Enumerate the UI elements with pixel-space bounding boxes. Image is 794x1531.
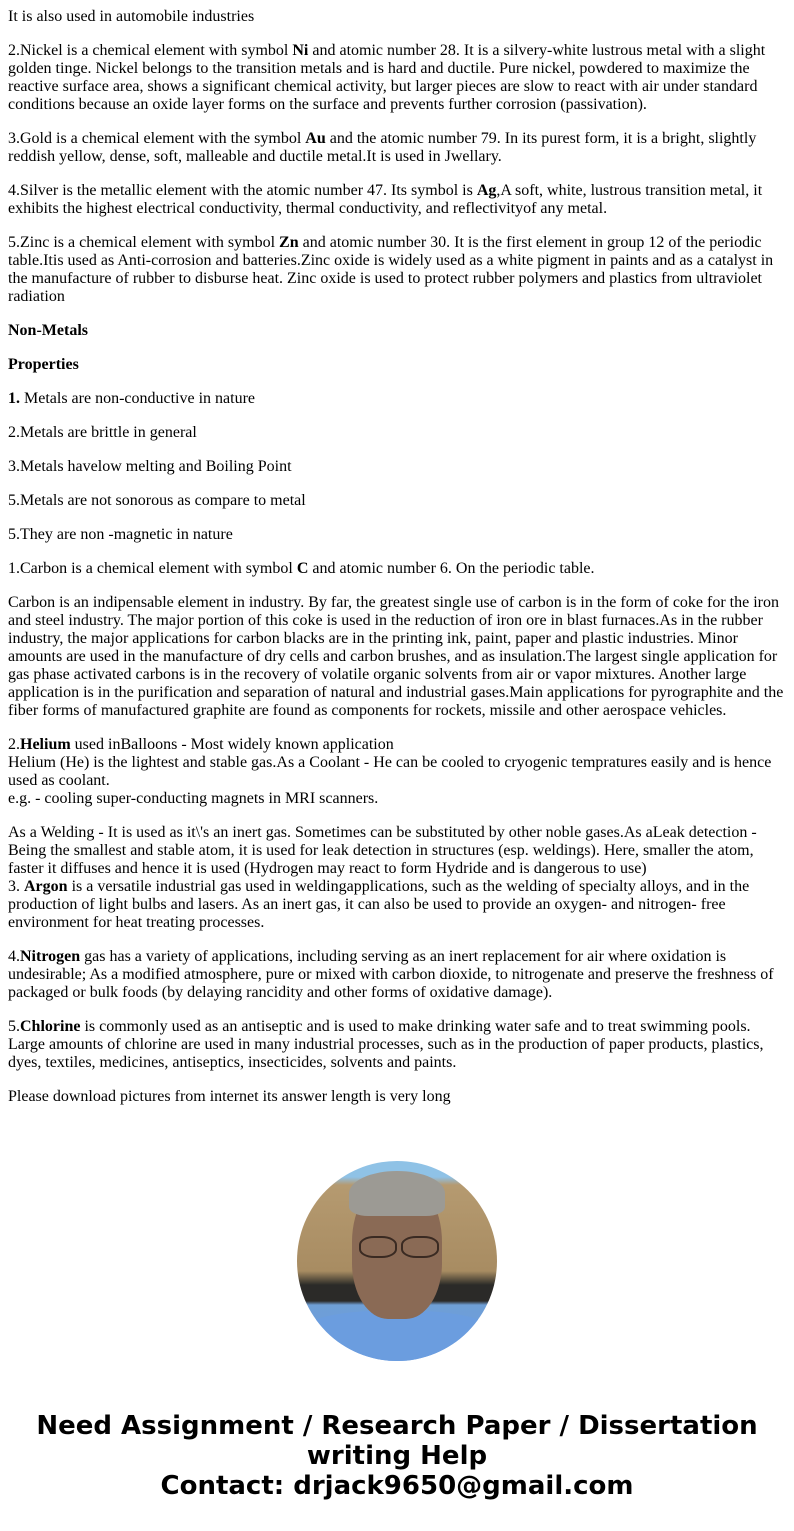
text-segment: 3. (8, 878, 24, 895)
bold-text: Non-Metals (8, 322, 88, 339)
text-segment: 4. (8, 948, 20, 965)
text-segment: Carbon is an indipensable element in industry. By far, the greatest single use of carbon is in the form of coke for the iron and steel industry. The major portion of this coke is used in the reduction of iron ore in blast furnaces.As in the rubber industry, the major applications for carbon blacks are in the printing ink, paint, paper and plastic industries. Minor amounts are used in the manufacture of dry cells and carbon brushes, and as insulation.The largest single application for gas phase activated carbons is in the recovery of volatile organic solvents from air or vapor mixtures. Another large application is in the purification and separation of natural and industrial gases.Main applications for pyrographite and the fiber forms of manufactured graphite are found as components for rockets, missile and other aerospace vehicles. (8, 594, 784, 719)
paragraph (8, 322, 786, 340)
bold-text: Argon (24, 878, 68, 895)
answer-document (8, 8, 786, 1106)
text-segment: Please download pictures from internet its answer length is very long (8, 1088, 451, 1105)
author-photo (297, 1161, 497, 1361)
paragraph (8, 824, 786, 932)
text-segment: 4.Silver is the metallic element with the atomic number 47. Its symbol is (8, 182, 477, 199)
paragraph (8, 390, 786, 408)
text-segment: 3.Gold is a chemical element with the symbol (8, 130, 306, 147)
paragraph (8, 594, 786, 720)
text-segment: and atomic number 30. It is the first element in group 12 of the periodic table.Itis used as Anti-corrosion and batteries.Zinc oxide is widely used as a white pigment in paints and as a catalyst in the manufacture of rubber to disburse heat. Zinc oxide is used to protect rubber polymers and plastics from ultraviolet radiation (8, 234, 774, 305)
text-segment: 5.They are non -magnetic in nature (8, 526, 233, 543)
text-segment: Helium (He) is the lightest and stable gas.As a Coolant - He can be cooled to cryogenic tempratures easily and is hence used as coolant. (8, 754, 772, 789)
text-segment: is commonly used as an antiseptic and is used to make drinking water safe and to treat swimming pools. Large amounts of chlorine are used in many industrial processes, such as in the production of paper products, plastics, dyes, textiles, medicines, antiseptics, insecticides, solvents and paints. (8, 1018, 764, 1071)
bold-text: Helium (20, 736, 71, 753)
text-segment: 5.Zinc is a chemical element with symbol (8, 234, 280, 251)
bold-text: Zn (279, 234, 299, 251)
text-segment: 5.Metals are not sonorous as compare to metal (8, 492, 306, 509)
text-segment: 2. (8, 736, 20, 753)
text-segment: is a versatile industrial gas used in weldingapplications, such as the welding of specialty alloys, and in the production of light bulbs and lasers. As an inert gas, it can also be used to provide an oxygen- and nitrogen- free environment for heat treating processes. (8, 878, 750, 931)
text-segment: 2.Metals are brittle in general (8, 424, 197, 441)
bold-text: 1. (8, 390, 20, 407)
text-segment: and atomic number 28. It is a silvery-white lustrous metal with a slight golden tinge. Nickel belongs to the transition metals and is hard and ductile. Pure nickel, powdered to maximize the reactive surface area, shows a significant chemical activity, but larger pieces are slow to react with air under standard conditions because an oxide layer forms on the surface and prevents further corrosion (passivation). (8, 42, 766, 113)
paragraph (8, 356, 786, 374)
paragraph (8, 42, 786, 114)
cta-contact-email: Contact: drjack9650@gmail.com (160, 1471, 634, 1501)
bold-text: Nitrogen (20, 948, 81, 965)
text-segment: and atomic number 6. On the periodic table. (308, 560, 595, 577)
paragraph (8, 234, 786, 306)
paragraph (8, 458, 786, 476)
text-segment: 3.Metals havelow melting and Boiling Point (8, 458, 292, 475)
text-segment: It is also used in automobile industries (8, 8, 255, 25)
bold-text: C (296, 560, 309, 577)
text-segment: used inBalloons - Most widely known application (70, 736, 394, 753)
bold-text: Ni (292, 42, 309, 59)
paragraph (8, 492, 786, 510)
bold-text: Chlorine (20, 1018, 81, 1035)
text-segment: 1.Carbon is a chemical element with symbol (8, 560, 297, 577)
text-segment: Metals are non-conductive in nature (20, 390, 256, 407)
paragraph (8, 948, 786, 1002)
text-segment: gas has a variety of applications, including serving as an inert replacement for air where oxidation is undesirable; As a modified atmosphere, pure or mixed with carbon dioxide, to nitrogenate and preserve the freshness of packaged or bulk foods (by delaying rancidity and other forms of oxidative damage). (8, 948, 774, 1001)
bold-text: Properties (8, 356, 79, 373)
bold-text: Ag (476, 182, 497, 199)
paragraph (8, 130, 786, 166)
paragraph (8, 526, 786, 544)
paragraph (8, 1088, 786, 1106)
paragraph (8, 736, 786, 808)
text-segment: As a Welding - It is used as it\'s an inert gas. Sometimes can be substituted by other noble gases.As aLeak detection - Being the smallest and stable atom, it is used for leak detection in structures (esp. weldings). Here, smaller the atom, faster it diffuses and hence it is used (Hydrogen may react to form Hydride and is dangerous to use) (8, 824, 757, 877)
bold-text: Au (305, 130, 326, 147)
text-segment: 2.Nickel is a chemical element with symbol (8, 42, 293, 59)
paragraph (8, 182, 786, 218)
text-segment: ,A soft, white, lustrous transition metal, it exhibits the highest electrical conductivity, thermal conductivity, and reflectivityof any metal. (8, 182, 763, 217)
text-segment: e.g. - cooling super-conducting magnets in MRI scanners. (8, 790, 379, 807)
cta-headline: Need Assignment / Research Paper / Dissertation writing Help (36, 1411, 758, 1471)
text-segment: and the atomic number 79. In its purest form, it is a bright, slightly reddish yellow, dense, soft, malleable and ductile metal.It is used in Jwellary. (8, 130, 757, 165)
paragraph (8, 560, 786, 578)
contact-banner (0, 1411, 794, 1501)
paragraph (8, 8, 786, 26)
paragraph (8, 424, 786, 442)
paragraph (8, 1018, 786, 1072)
text-segment: 5. (8, 1018, 20, 1035)
